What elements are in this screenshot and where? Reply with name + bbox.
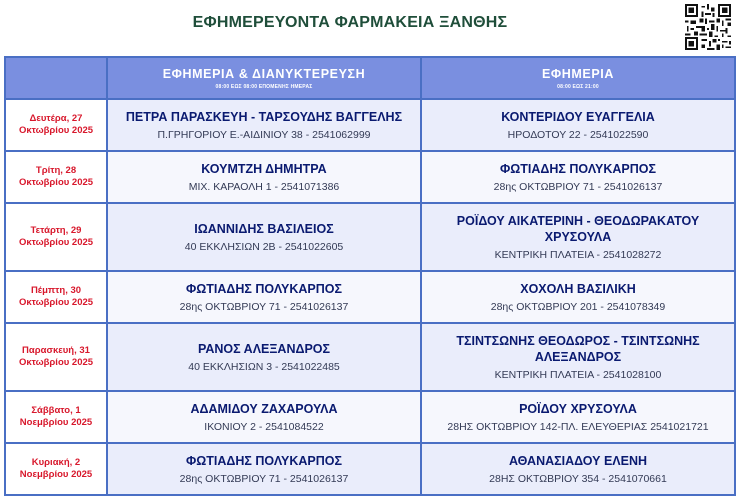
pharmacy-address: 28ης ΟΚΤΩΒΡΙΟΥ 71 - 2541026137 — [179, 473, 349, 485]
pharmacy-name: ΑΔΑΜΙΔΟΥ ΖΑΧΑΡΟΥΛΑ — [190, 402, 338, 416]
table-header-row — [5, 57, 735, 99]
overnight-pharmacy-cell — [107, 151, 421, 203]
day-duty-pharmacy-cell — [421, 443, 735, 495]
overnight-pharmacy-cell — [107, 203, 421, 271]
pharmacy-name: ΦΩΤΙΑΔΗΣ ΠΟΛΥΚΑΡΠΟΣ — [500, 162, 656, 176]
pharmacy-name: ΑΘΑΝΑΣΙΑΔΟΥ ΕΛΕΝΗ — [508, 454, 648, 468]
pharmacy-name: ΦΩΤΙΑΔΗΣ ΠΟΛΥΚΑΡΠΟΣ — [186, 454, 342, 468]
pharmacy-name: ΙΩΑΝΝΙΔΗΣ ΒΑΣΙΛΕΙΟΣ — [194, 222, 334, 236]
pharmacy-name: ΡΟΪΔΟΥ ΧΡΥΣΟΥΛΑ — [519, 402, 637, 416]
pharmacy-address: 40 ΕΚΚΛΗΣΙΩΝ 2Β - 2541022605 — [184, 241, 344, 253]
overnight-pharmacy-cell — [107, 99, 421, 151]
overnight-pharmacy-cell — [107, 443, 421, 495]
column-header-overnight — [107, 57, 421, 99]
day-duty-pharmacy-cell — [421, 391, 735, 443]
pharmacy-address: Π.ΓΡΗΓΟΡΙΟΥ Ε.-ΑΙΔΙΝΙΟΥ 38 - 2541062999 — [157, 129, 371, 141]
pharmacy-name: ΧΟΧΟΛΗ ΒΑΣΙΛΙΚΗ — [520, 282, 636, 296]
date-cell: Παρασκευή, 31 Οκτωβρίου 2025 — [5, 323, 107, 391]
table-row — [5, 443, 735, 495]
pharmacy-address: ΗΡΟΔΟΤΟΥ 22 - 2541022590 — [507, 129, 649, 141]
date-cell: Πέμπτη, 30 Οκτωβρίου 2025 — [5, 271, 107, 323]
overnight-pharmacy-cell — [107, 391, 421, 443]
column-header-day-duty — [421, 57, 735, 99]
date-cell: Κυριακή, 2 Νοεμβρίου 2025 — [5, 443, 107, 495]
column-header-hours: 08:00 ΕΩΣ 21:00 — [557, 83, 599, 90]
pharmacy-name: ΡΟΪΔΟΥ ΑΙΚΑΤΕΡΙΝΗ - ΘΕΟΔΩΡΑΚΑΤΟΥ ΧΡΥΣΟΥΛΑ — [456, 214, 700, 244]
day-duty-pharmacy-cell — [421, 203, 735, 271]
header-corner-cell — [5, 57, 107, 99]
pharmacy-address: 28ΗΣ ΟΚΤΩΒΡΙΟΥ 142-ΠΛ. ΕΛΕΥΘΕΡΙΑΣ 2541021721 — [447, 421, 709, 433]
day-duty-pharmacy-cell — [421, 99, 735, 151]
day-duty-pharmacy-cell — [421, 271, 735, 323]
overnight-pharmacy-cell — [107, 323, 421, 391]
pharmacy-name: ΠΕΤΡΑ ΠΑΡΑΣΚΕΥΗ - ΤΑΡΣΟΥΔΗΣ ΒΑΓΓΕΛΗΣ — [125, 110, 403, 124]
table-row — [5, 151, 735, 203]
pharmacy-name: ΡΑΝΟΣ ΑΛΕΞΑΝΔΡΟΣ — [197, 342, 331, 356]
pharmacy-address: ΙΚΟΝΙΟΥ 2 - 2541084522 — [204, 421, 324, 433]
date-cell: Τετάρτη, 29 Οκτωβρίου 2025 — [5, 203, 107, 271]
qr-code-icon[interactable] — [685, 4, 731, 50]
overnight-pharmacy-cell — [107, 271, 421, 323]
table-row — [5, 391, 735, 443]
column-header-hours: 08:00 ΕΩΣ 08:00 ΕΠΟΜΕΝΗΣ ΗΜΕΡΑΣ — [215, 83, 313, 90]
date-cell: Σάββατο, 1 Νοεμβρίου 2025 — [5, 391, 107, 443]
pharmacy-name: ΚΟΝΤΕΡΙΔΟΥ ΕΥΑΓΓΕΛΙΑ — [501, 110, 655, 124]
page-title: ΕΦΗΜΕΡΕΥΟΝΤΑ ΦΑΡΜΑΚΕΙΑ ΞΑΝΘΗΣ — [192, 14, 508, 31]
pharmacy-address: ΜΙΧ. ΚΑΡΑΟΛΗ 1 - 2541071386 — [188, 181, 340, 193]
date-cell: Τρίτη, 28 Οκτωβρίου 2025 — [5, 151, 107, 203]
pharmacy-address: 40 ΕΚΚΛΗΣΙΩΝ 3 - 2541022485 — [188, 361, 340, 373]
table-row — [5, 203, 735, 271]
table-row — [5, 323, 735, 391]
day-duty-pharmacy-cell — [421, 151, 735, 203]
pharmacy-address: ΚΕΝΤΡΙΚΗ ΠΛΑΤΕΙΑ - 2541028272 — [494, 249, 662, 261]
pharmacy-name: ΦΩΤΙΑΔΗΣ ΠΟΛΥΚΑΡΠΟΣ — [186, 282, 342, 296]
column-header-label: ΕΦΗΜΕΡΙΑ & ΔΙΑΝΥΚΤΕΡΕΥΣΗ — [162, 66, 366, 81]
pharmacy-name: ΤΣΙΝΤΣΩΝΗΣ ΘΕΟΔΩΡΟΣ - ΤΣΙΝΤΣΩΝΗΣ ΑΛΕΞΑΝΔΡΟΣ — [456, 334, 700, 364]
pharmacy-address: 28ΗΣ ΟΚΤΩΒΡΙΟΥ 354 - 2541070661 — [489, 473, 667, 485]
pharmacy-address: 28ης ΟΚΤΩΒΡΙΟΥ 71 - 2541026137 — [493, 181, 663, 193]
pharmacy-address: 28ης ΟΚΤΩΒΡΙΟΥ 201 - 2541078349 — [490, 301, 666, 313]
day-duty-pharmacy-cell — [421, 323, 735, 391]
column-header-label: ΕΦΗΜΕΡΙΑ — [541, 66, 614, 81]
table-row — [5, 99, 735, 151]
pharmacy-schedule-table — [4, 56, 736, 496]
table-row — [5, 271, 735, 323]
pharmacy-address: ΚΕΝΤΡΙΚΗ ΠΛΑΤΕΙΑ - 2541028100 — [494, 369, 662, 381]
pharmacy-name: ΚΟΥΜΤΖΗ ΔΗΜΗΤΡΑ — [201, 162, 327, 176]
pharmacy-address: 28ης ΟΚΤΩΒΡΙΟΥ 71 - 2541026137 — [179, 301, 349, 313]
date-cell: Δευτέρα, 27 Οκτωβρίου 2025 — [5, 99, 107, 151]
